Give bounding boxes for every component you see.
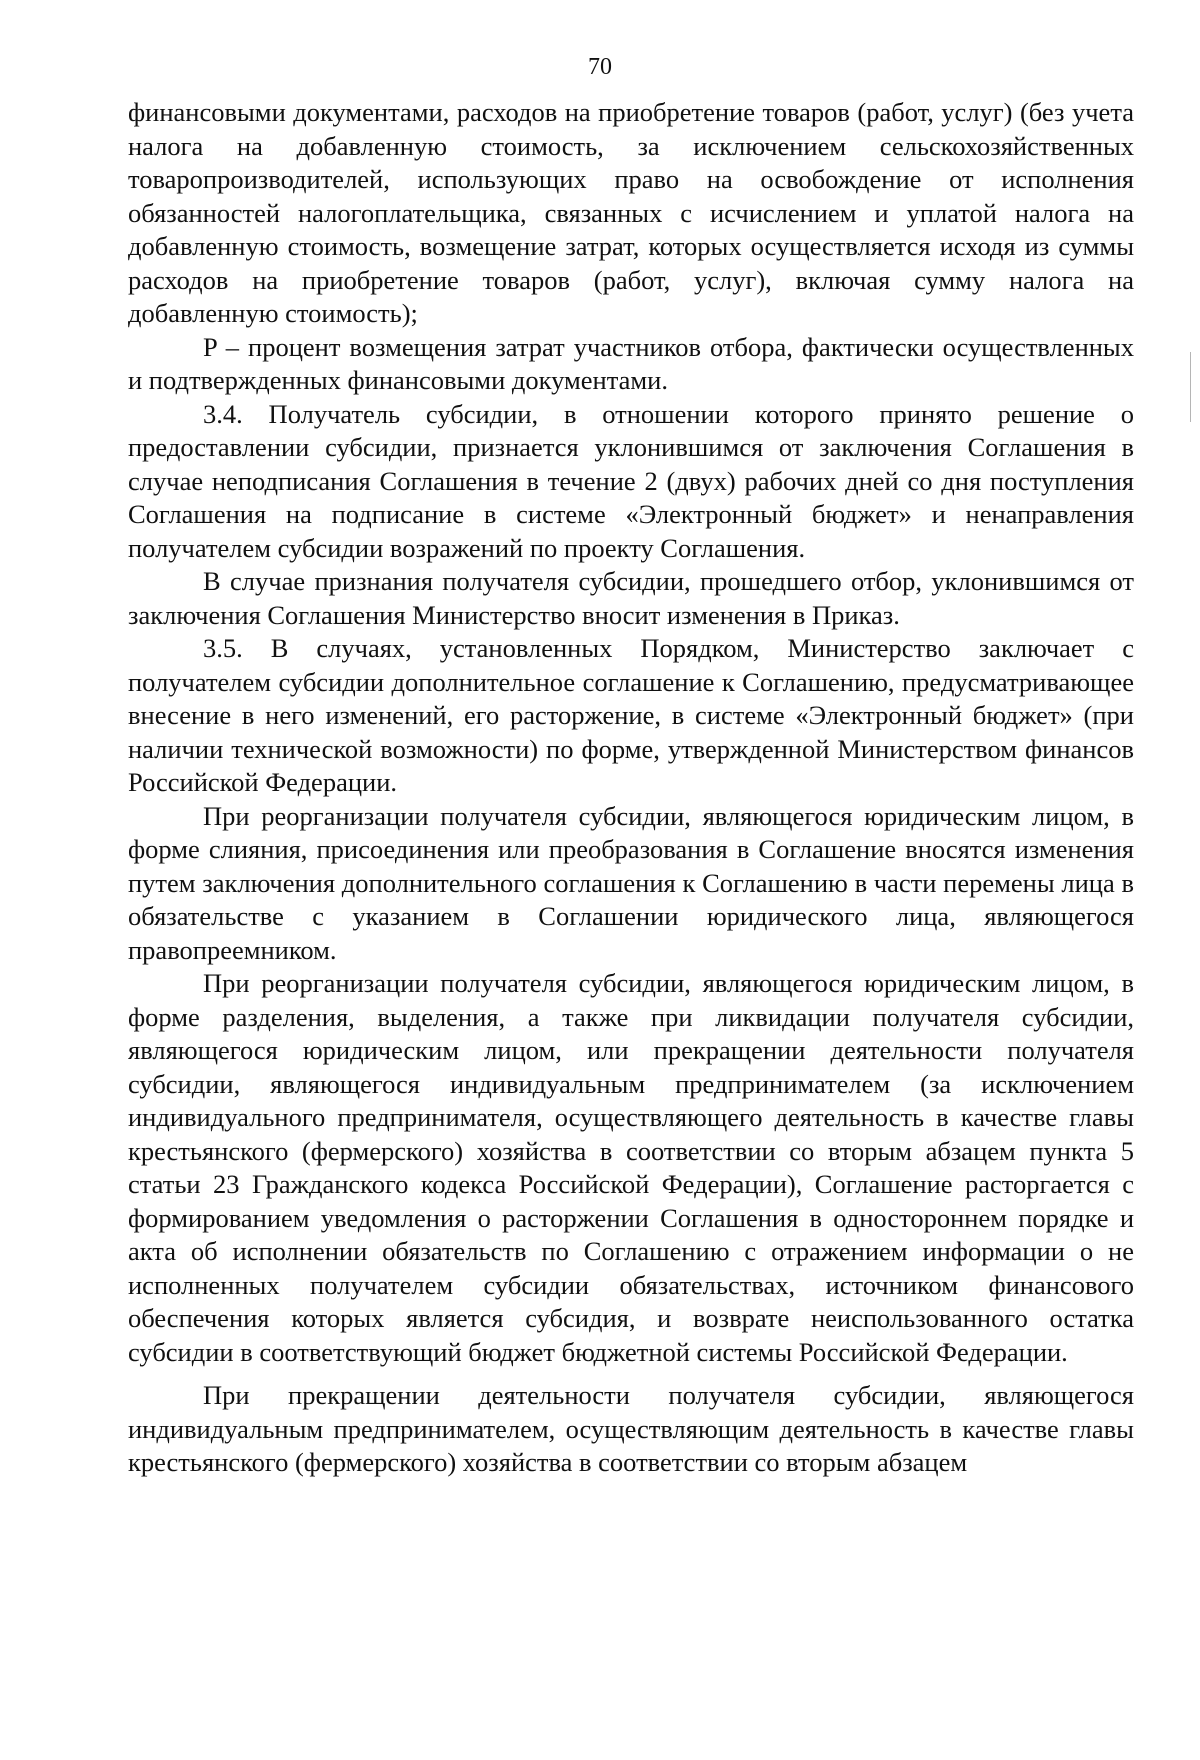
paragraph-3-4: 3.4. Получатель субсидии, в отношении которого принято решение о предоставлении субсидии, признается уклонившимся от заключения Соглашения в случае неподписания Соглашения в течение 2 (двух) рабочих дней со дня поступления Соглашения на подписание в системе «Электронный бюджет» и ненаправления получателем субсидии возражений по проекту Соглашения. bbox=[128, 398, 1134, 563]
scan-edge-mark bbox=[1190, 352, 1191, 422]
paragraph-evasion-case: В случае признания получателя субсидии, прошедшего отбор, уклонившимся от заключения Соглашения Министерство вносит изменения в Приказ. bbox=[128, 566, 1134, 630]
paragraph-termination-entrepreneur: При прекращении деятельности получателя субсидии, являющегося индивидуальным предпринимателем, осуществляющим деятельность в качестве главы крестьянского (фермерского) хозяйства в соответствии со вторым абзацем bbox=[128, 1380, 1134, 1477]
paragraph-continuation: финансовыми документами, расходов на приобретение товаров (работ, услуг) (без учета налога на добавленную стоимость, за исключением сельскохозяйственных товаропроизводителей, использующих право на освобождение от исполнения обязанностей налогоплательщика, связанных с исчислением и уплатой налога на добавленную стоимость, возмещение затрат, которых осуществляется исходя из суммы расходов на приобретение товаров (работ, услуг), включая сумму налога на добавленную стоимость); bbox=[128, 97, 1134, 328]
page-number: 70 bbox=[588, 54, 612, 80]
paragraph-reorganization-division: При реорганизации получателя субсидии, являющегося юридическим лицом, в форме разделения, выделения, а также при ликвидации получателя субсидии, являющегося юридическим лицом, или прекращении деятельности получателя субсидии, являющегося индивидуальным предпринимателем (за исключением индивидуального предпринимателя, осуществляющего деятельность в качестве главы крестьянского (фермерского) хозяйства в соответствии со вторым абзацем пункта 5 статьи 23 Гражданского кодекса Российской Федерации), Соглашение расторгается с формированием уведомления о расторжении Соглашения в одностороннем порядке и акта об исполнении обязательств по Соглашению с отражением информации о не исполненных получателем субсидии обязательствах, источником финансового обеспечения которых является субсидия, и возврате неиспользованного остатка субсидии в соответствующий бюджет бюджетной системы Российской Федерации. bbox=[128, 968, 1134, 1367]
document-body bbox=[128, 96, 1134, 1480]
paragraph-3-5: 3.5. В случаях, установленных Порядком, Министерство заключает с получателем субсидии дополнительное соглашение к Соглашению, предусматривающее внесение в него изменений, его расторжение, в системе «Электронный бюджет» (при наличии технической возможности) по форме, утвержденной Министерством финансов Российской Федерации. bbox=[128, 633, 1134, 797]
paragraph-reorganization-merger: При реорганизации получателя субсидии, являющегося юридическим лицом, в форме слияния, присоединения или преобразования в Соглашение вносятся изменения путем заключения дополнительного соглашения к Соглашению в части перемены лица в обязательстве с указанием в Соглашении юридического лица, являющегося правопреемником. bbox=[128, 800, 1134, 965]
paragraph-p-definition: P – процент возмещения затрат участников отбора, фактически осуществленных и подтвержденных финансовыми документами. bbox=[128, 331, 1134, 395]
